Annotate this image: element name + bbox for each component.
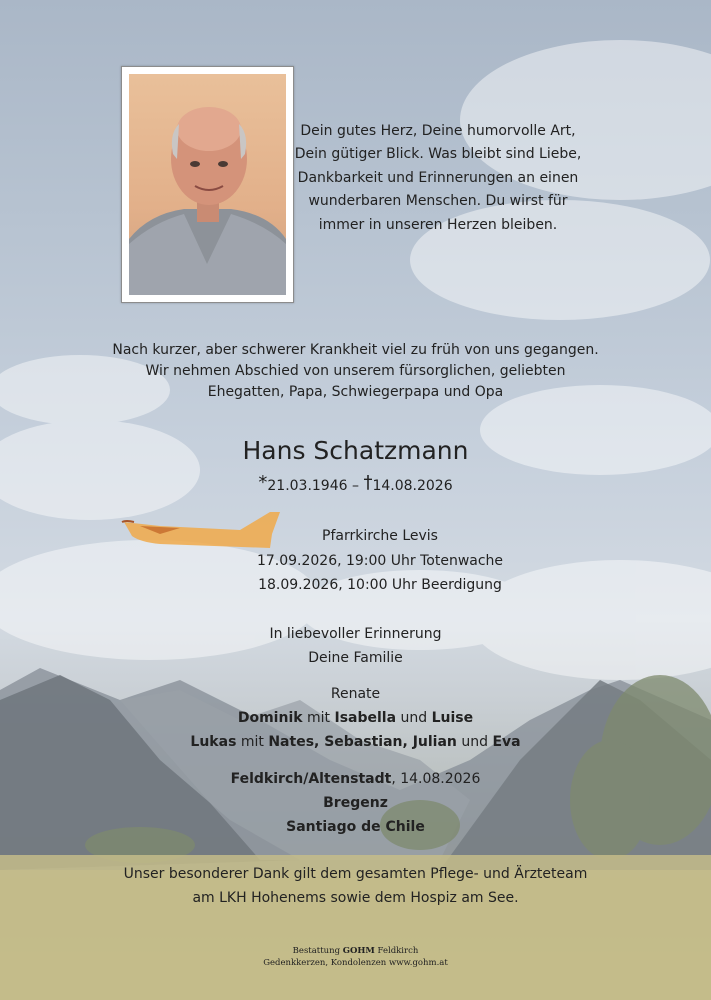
location-city: Bregenz: [323, 795, 388, 811]
service-place: Pfarrkirche Levis: [322, 528, 438, 544]
connector-word: mit: [240, 734, 264, 750]
connector-word: und: [461, 734, 488, 750]
family-row: [0, 734, 711, 750]
location-date: , 14.08.2026: [391, 771, 481, 787]
birth-date: 21.03.1946: [267, 478, 348, 494]
portrait-frame: [121, 66, 294, 303]
announcement-line: Nach kurzer, aber schwerer Krankheit viel zu früh von uns gegangen.: [112, 342, 599, 358]
family-member: Eva: [492, 734, 521, 750]
footer-prefix: Bestattung: [292, 946, 343, 956]
location-date-line: [0, 771, 711, 787]
footer-suffix: Feldkirch: [374, 946, 419, 956]
family-member: Nates, Sebastian, Julian: [268, 734, 457, 750]
closing-line: In liebevoller Erinnerung: [269, 626, 442, 642]
portrait-illustration: [129, 74, 286, 295]
footer-contact: Gedenkkerzen, Kondolenzen www.gohm.at: [263, 958, 448, 968]
announcement-text: [0, 340, 711, 403]
family-member: Lukas: [190, 734, 237, 750]
death-symbol: †: [363, 472, 373, 493]
connector-word: und: [400, 710, 428, 726]
poem-line: Dein gutes Herz, Deine humorvolle Art,: [300, 123, 576, 139]
family-row: [0, 710, 711, 726]
death-date: 14.08.2026: [372, 478, 453, 494]
announcement-line: Wir nehmen Abschied von unserem fürsorglichen, geliebten: [145, 363, 566, 379]
service-wake: 17.09.2026, 19:00 Uhr Totenwache: [256, 553, 504, 569]
date-dash: –: [347, 478, 364, 494]
poem-line: Dankbarkeit und Erinnerungen an einen: [297, 169, 579, 186]
announcement-line: Ehegatten, Papa, Schwiegerpapa und Opa: [207, 384, 504, 400]
service-funeral: 18.09.2026, 10:00 Uhr Beerdigung: [258, 577, 502, 593]
family-member: Luise: [431, 710, 474, 726]
deceased-name: Hans Schatzmann: [242, 436, 469, 465]
thanks-line: am LKH Hohenems sowie dem Hospiz am See.: [192, 890, 519, 906]
location-city: Santiago de Chile: [286, 819, 425, 835]
birth-symbol: *: [258, 472, 268, 493]
footer-brand: GOHM: [342, 946, 375, 956]
closing-line: Deine Familie: [308, 650, 403, 666]
poem-line: immer in unseren Herzen bleiben.: [318, 216, 558, 233]
family-member: Isabella: [334, 710, 397, 726]
life-dates: [0, 472, 711, 494]
connector-word: mit: [307, 710, 331, 726]
family-member: Dominik: [237, 710, 303, 726]
poem-line: Dein gütiger Blick. Was bleibt sind Liebe,: [294, 146, 582, 163]
footer-funeral-home: [0, 946, 711, 956]
family-spouse: Renate: [330, 686, 381, 702]
poem-line: wunderbaren Menschen. Du wirst für: [308, 193, 568, 210]
location-city: Feldkirch/Altenstadt: [230, 771, 392, 787]
portrait-photo: [129, 74, 286, 295]
memorial-poem: [288, 120, 588, 237]
thanks-line: Unser besonderer Dank gilt dem gesamten Pflege- und Ärzteteam: [123, 866, 588, 882]
